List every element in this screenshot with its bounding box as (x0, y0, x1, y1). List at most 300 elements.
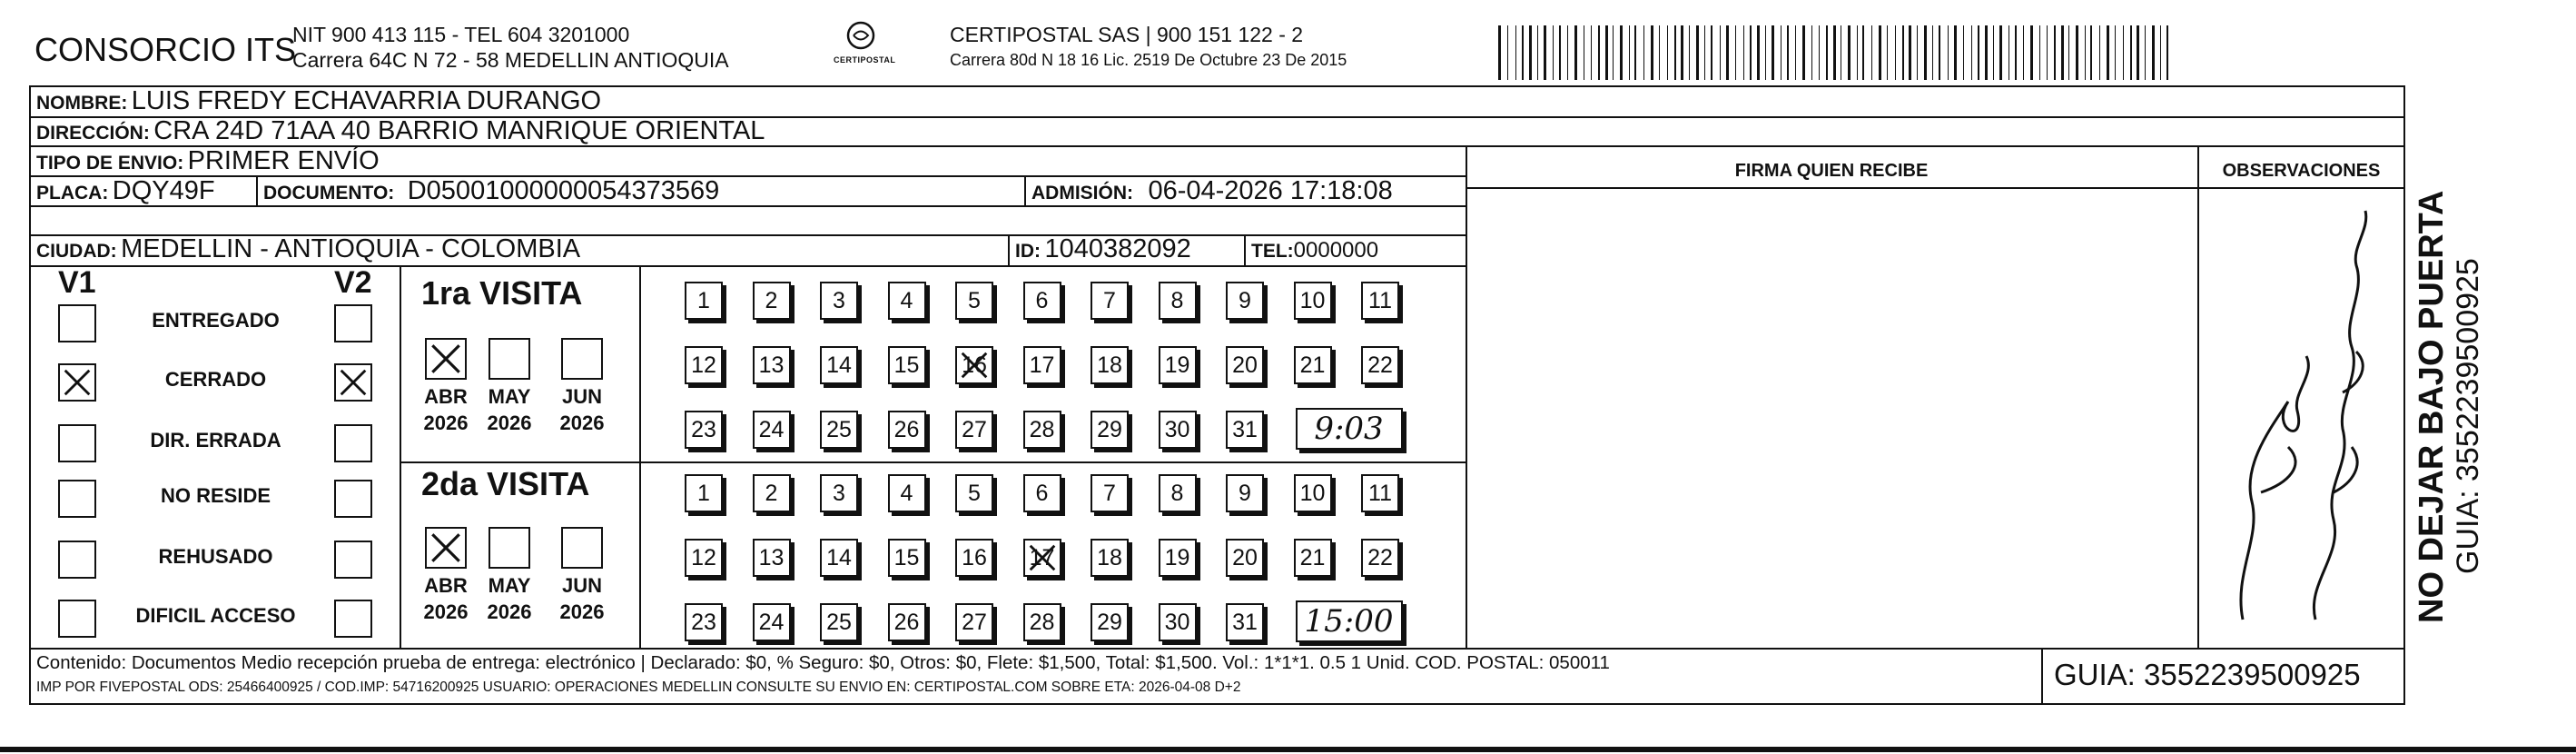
tel-field (1251, 238, 1378, 263)
barcode-bar (1887, 25, 1888, 80)
barcode-bar (1795, 25, 1796, 80)
barcode-bar (2015, 25, 2017, 80)
barcode-bar (2047, 25, 2048, 80)
day-cell[interactable] (1023, 539, 1061, 577)
day-number: 24 (758, 416, 785, 442)
day-number: 30 (1164, 609, 1190, 635)
day-number: 3 (833, 287, 845, 313)
day-cell[interactable] (1226, 539, 1264, 577)
month-label (414, 572, 478, 625)
day-number: 19 (1164, 544, 1190, 570)
day-number: 2 (765, 480, 778, 506)
day-cell[interactable] (820, 474, 858, 512)
tipo-envio-row (36, 146, 380, 176)
month-label (478, 383, 541, 436)
day-number: 18 (1097, 352, 1122, 378)
month-year: 2026 (559, 412, 605, 434)
day-number: 25 (826, 416, 852, 442)
barcode-bar (1522, 25, 1524, 80)
logo-text: CERTIPOSTAL (834, 55, 896, 64)
barcode-bar (1667, 25, 1668, 80)
day-cell[interactable] (1226, 411, 1264, 449)
day-number: 18 (1097, 544, 1122, 570)
day-cell[interactable] (1023, 346, 1061, 384)
day-check-mark (957, 348, 992, 382)
barcode-bar (2023, 25, 2024, 80)
day-number: 24 (758, 609, 785, 635)
barcode-bar (1939, 25, 1940, 80)
barcode-bar (1993, 25, 1994, 80)
month-check-mark (427, 340, 465, 378)
day-number: 5 (968, 480, 981, 506)
v1-checkbox[interactable] (58, 600, 96, 638)
barcode-bar (2061, 25, 2064, 80)
barcode-bar (1978, 25, 1979, 80)
month-name: JUN (561, 385, 602, 408)
day-cell[interactable] (753, 474, 791, 512)
day-number: 27 (962, 416, 987, 442)
barcode-bar (1743, 25, 1744, 80)
day-cell[interactable] (1091, 282, 1129, 320)
placa-value: DQY49F (112, 176, 215, 205)
time-box[interactable] (1296, 600, 1403, 642)
barcode-bar (2008, 25, 2009, 80)
barcode-bar (1634, 25, 1636, 80)
tel-value: 0000000 (1293, 238, 1379, 263)
day-cell[interactable] (955, 603, 993, 641)
company-address: Carrera 64C N 72 - 58 MEDELLIN ANTIOQUIA (292, 48, 729, 72)
day-cell[interactable] (1361, 539, 1399, 577)
status-label: CERRADO (164, 368, 267, 391)
day-cell[interactable] (1159, 411, 1197, 449)
day-cell[interactable] (888, 539, 926, 577)
day-cell[interactable] (1023, 603, 1061, 641)
day-number: 23 (691, 609, 716, 635)
day-cell[interactable] (685, 539, 723, 577)
day-number: 11 (1368, 287, 1392, 313)
month-label (478, 572, 541, 625)
day-number: 9 (1239, 287, 1251, 313)
barcode-bar (1553, 25, 1554, 80)
tipo-envio-label: TIPO DE ENVIO: (36, 153, 184, 174)
month-year: 2026 (559, 600, 605, 623)
day-number: 29 (1097, 609, 1122, 635)
barcode-bar (1871, 25, 1872, 80)
day-cell[interactable] (753, 346, 791, 384)
day-cell[interactable] (820, 411, 858, 449)
admision-label: ADMISIÓN: (1031, 183, 1133, 203)
bottom-border (0, 747, 2576, 752)
day-cell[interactable] (888, 474, 926, 512)
month-label (414, 383, 478, 436)
nombre-value: LUIS FREDY ECHAVARRIA DURANGO (131, 86, 602, 115)
month-name: JUN (561, 574, 602, 597)
v2-checkbox[interactable] (334, 304, 372, 342)
v1-checkbox[interactable] (58, 363, 96, 402)
direccion-value: CRA 24D 71AA 40 BARRIO MANRIQUE ORIENTAL (153, 116, 765, 145)
id-value: 1040382092 (1044, 234, 1191, 263)
barcode-bar (1948, 25, 1949, 80)
barcode-bar (1515, 25, 1516, 80)
v2-checkbox[interactable] (334, 600, 372, 638)
barcode-bar (2076, 25, 2078, 80)
day-number: 23 (691, 416, 716, 442)
status-label: REHUSADO (158, 545, 273, 568)
placa-label: PLACA: (36, 183, 109, 203)
ciudad-label: CIUDAD: (36, 241, 117, 262)
barcode-bar (1848, 25, 1851, 80)
barcode-bar (1963, 25, 1964, 80)
v2-checkbox[interactable] (334, 424, 372, 462)
barcode-bar (1954, 25, 1957, 80)
day-cell[interactable] (753, 539, 791, 577)
day-number: 1 (697, 480, 710, 506)
day-cell[interactable] (1294, 282, 1332, 320)
barcode-bar (1857, 25, 1858, 80)
day-cell[interactable] (1091, 539, 1129, 577)
direccion-label: DIRECCIÓN: (36, 123, 150, 144)
barcode-bar (1711, 25, 1712, 80)
barcode-bar (1689, 25, 1690, 80)
barcode-bar (1826, 25, 1828, 80)
side-warning: NO DEJAR BAJO PUERTA (2413, 190, 2451, 623)
barcode-bar (1750, 25, 1752, 80)
day-number: 6 (1035, 480, 1049, 506)
day-cell[interactable] (820, 539, 858, 577)
day-number: 17 (1029, 544, 1055, 570)
v2-checkbox[interactable] (334, 363, 372, 402)
barcode-bar (2090, 25, 2092, 80)
barcode-bar (2137, 25, 2139, 80)
day-cell[interactable] (1159, 539, 1197, 577)
day-number: 10 (1299, 480, 1326, 506)
month-name: ABR (424, 385, 468, 408)
barcode-bar (1498, 25, 1501, 80)
v2-checkbox[interactable] (334, 480, 372, 518)
month-label (550, 383, 614, 436)
direccion-row (36, 116, 765, 146)
day-cell[interactable] (1294, 474, 1332, 512)
id-field (1015, 234, 1191, 264)
day-number: 20 (1232, 544, 1258, 570)
barcode-bar (2152, 25, 2155, 80)
day-number: 1 (697, 287, 710, 313)
visit1-title: 1ra VISITA (421, 274, 583, 312)
barcode-bar (1765, 25, 1766, 80)
day-number: 5 (968, 287, 981, 313)
day-cell[interactable] (685, 346, 723, 384)
barcode-bar (2166, 25, 2168, 80)
day-cell[interactable] (1361, 346, 1399, 384)
time-value: 9:03 (1314, 411, 1384, 447)
day-number: 29 (1097, 416, 1122, 442)
day-number: 2 (765, 287, 778, 313)
barcode-bar (1772, 25, 1774, 80)
day-number: 14 (826, 352, 852, 378)
day-number: 15 (893, 544, 920, 570)
day-number: 28 (1029, 609, 1055, 635)
day-number: 12 (691, 544, 716, 570)
day-cell[interactable] (820, 282, 858, 320)
day-number: 20 (1232, 352, 1258, 378)
barcode-bar (1932, 25, 1933, 80)
month-year: 2026 (423, 412, 469, 434)
day-cell[interactable] (1361, 282, 1399, 320)
month-label (550, 572, 614, 625)
day-check-mark (1025, 541, 1060, 575)
barcode-bar (1971, 25, 1972, 80)
day-cell[interactable] (1159, 474, 1197, 512)
barcode-bar (2085, 25, 2086, 80)
logo-icon (845, 20, 876, 51)
day-number: 9 (1239, 480, 1251, 506)
day-cell[interactable] (1226, 603, 1264, 641)
v1-check-mark (60, 365, 94, 400)
barcode-bar (2123, 25, 2124, 80)
day-cell[interactable] (685, 603, 723, 641)
nombre-row (36, 86, 601, 116)
status-label: DIFICIL ACCESO (135, 604, 296, 627)
month-checkbox[interactable] (489, 527, 530, 569)
month-year: 2026 (487, 600, 532, 623)
day-number: 28 (1029, 416, 1055, 442)
barcode-bar (2054, 25, 2056, 80)
nit-line: NIT 900 413 115 - TEL 604 3201000 (292, 23, 630, 46)
day-cell[interactable] (1159, 603, 1197, 641)
day-cell[interactable] (1226, 346, 1264, 384)
imp-text: IMP POR FIVEPOSTAL ODS: 25466400925 / COD.IMP: 54716200925 USUARIO: OPERACIONES MEDELLIN CONSULTE SU ENVIO EN: CERTIPOSTAL.COM SOBRE ETA: 2026-04-08 D+2 (36, 680, 1241, 695)
barcode-bar (1574, 25, 1577, 80)
month-checkbox[interactable] (425, 527, 467, 569)
ciudad-value: MEDELLIN - ANTIOQUIA - COLOMBIA (121, 234, 581, 263)
month-checkbox[interactable] (561, 338, 603, 380)
barcode-bar (1787, 25, 1789, 80)
month-checkbox[interactable] (425, 338, 467, 380)
day-number: 26 (893, 609, 920, 635)
day-number: 8 (1170, 480, 1184, 506)
barcode-bar (2115, 25, 2116, 80)
day-number: 11 (1368, 480, 1392, 506)
day-number: 4 (900, 287, 913, 313)
documento-value: D05001000000054373569 (407, 176, 720, 205)
day-number: 10 (1299, 287, 1326, 313)
status-label: DIR. ERRADA (150, 429, 281, 451)
contenido-text: Contenido: Documentos Medio recepción prueba de entrega: electrónico | Declarado: $0, % Seguro: $0, Otros: $0, Flete: $1,500, Total: $1,500. Vol.: 1*1*1. 0.5 1 Unid. COD. POSTAL: 050011 (36, 652, 1610, 673)
status-label: NO RESIDE (160, 484, 271, 507)
barcode-bar (1567, 25, 1568, 80)
time-box[interactable] (1296, 408, 1403, 450)
day-cell[interactable] (1091, 411, 1129, 449)
barcode-bar (1620, 25, 1623, 80)
day-cell[interactable] (753, 411, 791, 449)
day-cell[interactable] (1159, 346, 1197, 384)
day-cell[interactable] (685, 474, 723, 512)
v2-header: V2 (334, 265, 372, 300)
observaciones-header: OBSERVACIONES (2222, 161, 2381, 181)
day-number: 14 (826, 544, 852, 570)
day-number: 7 (1103, 480, 1116, 506)
day-number: 17 (1029, 352, 1055, 378)
day-cell[interactable] (888, 282, 926, 320)
v2-check-mark (336, 365, 370, 400)
visit2-title: 2da VISITA (421, 465, 590, 502)
admision-field (1031, 176, 1393, 206)
day-cell[interactable] (1294, 539, 1332, 577)
company-name: CONSORCIO ITS (35, 31, 297, 68)
month-name: ABR (424, 574, 468, 597)
day-number: 7 (1103, 287, 1116, 313)
barcode-bar (1598, 25, 1600, 80)
day-number: 3 (833, 480, 845, 506)
day-cell[interactable] (1023, 282, 1061, 320)
month-year: 2026 (423, 600, 469, 623)
day-number: 31 (1232, 609, 1258, 635)
v1-header: V1 (58, 265, 96, 300)
day-cell[interactable] (1023, 474, 1061, 512)
day-number: 26 (893, 416, 920, 442)
barcode-bar (1629, 25, 1630, 80)
barcode-bar (1735, 25, 1736, 80)
barcode-bar (2039, 25, 2040, 80)
day-number: 30 (1164, 416, 1190, 442)
month-checkbox[interactable] (489, 338, 530, 380)
v1-checkbox[interactable] (58, 424, 96, 462)
carrier-info (950, 22, 1347, 73)
barcode-bar (1537, 25, 1538, 80)
day-number: 8 (1170, 287, 1184, 313)
month-name: MAY (488, 385, 531, 408)
firma-header: FIRMA QUIEN RECIBE (1734, 161, 1929, 181)
v1-checkbox[interactable] (58, 541, 96, 579)
barcode-bar (1704, 25, 1705, 80)
day-cell[interactable] (888, 346, 926, 384)
ciudad-row (36, 234, 580, 264)
documento-field (263, 176, 719, 206)
barcode-bar (1895, 25, 1896, 80)
barcode-bar (2107, 25, 2109, 80)
day-number: 13 (758, 352, 785, 378)
month-check-mark (427, 529, 465, 567)
day-number: 16 (962, 544, 987, 570)
month-year: 2026 (487, 412, 532, 434)
barcode-bar (1999, 25, 2002, 80)
barcode-bar (1651, 25, 1653, 80)
barcode-bar (1902, 25, 1904, 80)
day-cell[interactable] (955, 346, 993, 384)
barcode-bar (1529, 25, 1532, 80)
day-cell[interactable] (1091, 603, 1129, 641)
barcode-bar (1833, 25, 1836, 80)
day-number: 4 (900, 480, 913, 506)
day-cell[interactable] (1226, 282, 1264, 320)
day-cell[interactable] (685, 282, 723, 320)
barcode-bar (1605, 25, 1608, 80)
barcode-bar (2030, 25, 2033, 80)
v1-checkbox[interactable] (58, 480, 96, 518)
barcode-bar (1985, 25, 1988, 80)
month-name: MAY (488, 574, 531, 597)
barcode-bar (1559, 25, 1561, 80)
day-cell[interactable] (955, 474, 993, 512)
barcode-bar (2145, 25, 2146, 80)
carrier-address: Carrera 80d N 18 16 Lic. 2519 De Octubre 23 De 2015 (950, 51, 1347, 69)
day-cell[interactable] (1023, 411, 1061, 449)
day-cell[interactable] (685, 411, 723, 449)
barcode-bar (1659, 25, 1660, 80)
day-number: 12 (691, 352, 716, 378)
barcode-bar (1819, 25, 1820, 80)
observaciones-signature (2206, 193, 2397, 643)
day-number: 16 (962, 352, 987, 378)
status-label: ENTREGADO (152, 309, 280, 332)
day-number: 19 (1164, 352, 1190, 378)
barcode-bar (1507, 25, 1508, 80)
day-cell[interactable] (888, 603, 926, 641)
id-label: ID: (1015, 241, 1041, 262)
barcode-bar (1811, 25, 1812, 80)
barcode-bar (1879, 25, 1881, 80)
day-cell[interactable] (1294, 346, 1332, 384)
day-cell[interactable] (820, 346, 858, 384)
barcode-bar (1674, 25, 1676, 80)
barcode-bar (1917, 25, 1918, 80)
day-cell[interactable] (820, 603, 858, 641)
day-cell[interactable] (955, 411, 993, 449)
day-cell[interactable] (1091, 346, 1129, 384)
barcode-bar (1720, 25, 1721, 80)
carrier-line: CERTIPOSTAL SAS | 900 151 122 - 2 (950, 23, 1304, 46)
day-cell[interactable] (753, 603, 791, 641)
v2-checkbox[interactable] (334, 541, 372, 579)
documento-label: DOCUMENTO: (263, 183, 395, 203)
barcode-bar (1726, 25, 1729, 80)
day-number: 22 (1367, 544, 1393, 570)
day-number: 21 (1299, 544, 1326, 570)
barcode-bar (2130, 25, 2132, 80)
day-number: 25 (826, 609, 852, 635)
tipo-envio-value: PRIMER ENVÍO (187, 146, 380, 175)
day-cell[interactable] (1159, 282, 1197, 320)
day-number: 21 (1299, 352, 1326, 378)
day-number: 22 (1367, 352, 1393, 378)
day-number: 6 (1035, 287, 1049, 313)
day-cell[interactable] (1226, 474, 1264, 512)
barcode-bar (2099, 25, 2100, 80)
day-cell[interactable] (955, 539, 993, 577)
v1-checkbox[interactable] (58, 304, 96, 342)
footer-guia: GUIA: 3552239500925 (2054, 658, 2361, 691)
barcode-bar (1591, 25, 1592, 80)
day-cell[interactable] (753, 282, 791, 320)
barcode-bar (1544, 25, 1546, 80)
placa-field (36, 176, 215, 206)
day-cell[interactable] (888, 411, 926, 449)
barcode-bar (1681, 25, 1683, 80)
day-number: 15 (893, 352, 920, 378)
day-number: 13 (758, 544, 785, 570)
barcode (1498, 13, 2179, 71)
day-cell[interactable] (1361, 474, 1399, 512)
time-value: 15:00 (1304, 603, 1394, 640)
barcode-bar (1613, 25, 1614, 80)
month-checkbox[interactable] (561, 527, 603, 569)
day-cell[interactable] (955, 282, 993, 320)
barcode-bar (1696, 25, 1699, 80)
day-cell[interactable] (1091, 474, 1129, 512)
certipostal-logo (834, 20, 896, 64)
nombre-label: NOMBRE: (36, 93, 128, 114)
barcode-bar (1802, 25, 1805, 80)
